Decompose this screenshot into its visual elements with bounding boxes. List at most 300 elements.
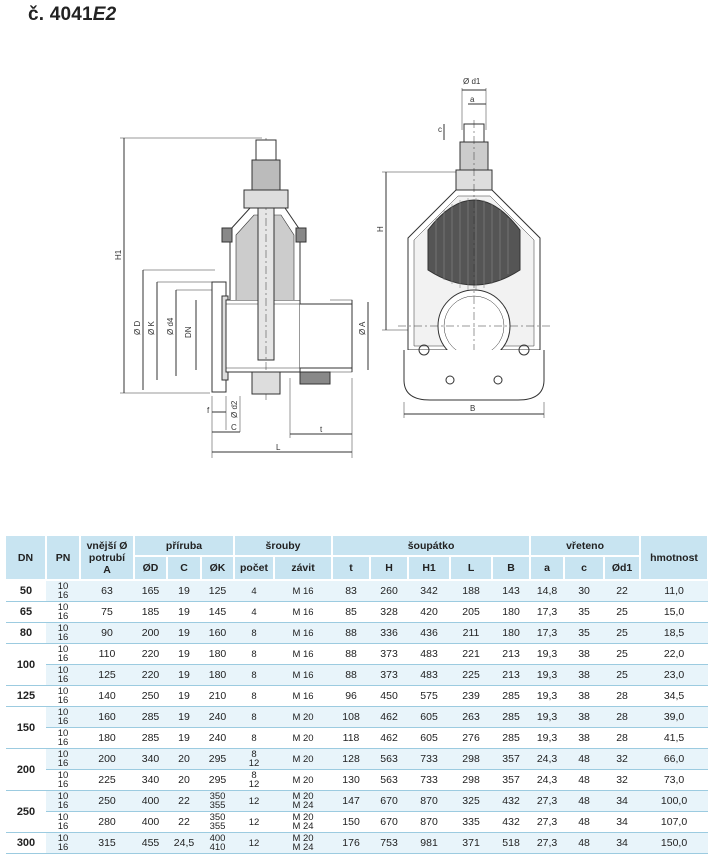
cell-flange-D: 400 <box>134 791 167 812</box>
cell-bolt-count <box>234 580 274 602</box>
cell-dn: 80 <box>6 623 46 644</box>
cell-H1: 733 <box>408 770 450 791</box>
cell-bolt-thread <box>274 833 332 854</box>
cell-weight: 11,0 <box>640 580 708 602</box>
cell-t: 96 <box>332 686 370 707</box>
cell-weight: 107,0 <box>640 812 708 833</box>
cell-pn-value: 10 <box>57 623 69 634</box>
label-OK: Ø K <box>147 321 156 335</box>
cell-weight: 150,0 <box>640 833 708 854</box>
cell-bolt-count-value: 12 <box>248 758 260 769</box>
cell-L: 205 <box>450 602 492 623</box>
cell-t: 128 <box>332 749 370 770</box>
cell-flange-K: 145 <box>201 602 234 623</box>
cell-bolt-count-value: 8 <box>251 711 257 723</box>
cell-stem-d1: 25 <box>604 665 640 686</box>
cell-pn-value: 10 <box>57 791 69 802</box>
header-sub-count: počet <box>234 556 274 580</box>
cell-stem-d1: 25 <box>604 644 640 665</box>
label-H1: H1 <box>114 249 123 260</box>
cell-H: 373 <box>370 644 408 665</box>
cell-weight: 22,0 <box>640 644 708 665</box>
cell-bolt-thread <box>274 644 332 665</box>
cell-H1: 870 <box>408 791 450 812</box>
label-H: H <box>376 226 385 232</box>
label-B: B <box>470 404 476 413</box>
cell-bolt-count-value: 8 <box>251 732 257 744</box>
cell-L: 211 <box>450 623 492 644</box>
cell-bolt-count-value: 4 <box>251 585 257 597</box>
cell-B: 285 <box>492 707 530 728</box>
cell-H: 328 <box>370 602 408 623</box>
cell-t: 88 <box>332 644 370 665</box>
cell-stem-a: 19,3 <box>530 665 564 686</box>
table-row <box>6 580 708 602</box>
cell-outer-diameter: 160 <box>80 707 134 728</box>
cell-H: 753 <box>370 833 408 854</box>
cell-bolt-count <box>234 812 274 833</box>
cell-pn-value: 10 <box>57 812 69 823</box>
cell-H: 670 <box>370 812 408 833</box>
cell-pn-value: 16 <box>57 758 69 769</box>
cell-stem-c: 38 <box>564 707 604 728</box>
cell-stem-d1: 25 <box>604 602 640 623</box>
cell-t: 176 <box>332 833 370 854</box>
cell-pn <box>46 728 80 749</box>
cell-pn-value: 10 <box>57 833 69 844</box>
cell-bolt-thread-value: M 20 <box>292 812 314 823</box>
cell-stem-d1: 28 <box>604 707 640 728</box>
cell-B: 285 <box>492 728 530 749</box>
cell-flange-K: 160 <box>201 623 234 644</box>
cell-stem-a: 19,3 <box>530 686 564 707</box>
cell-flange-K: 125 <box>201 580 234 602</box>
cell-bolt-thread <box>274 686 332 707</box>
cell-stem-a: 19,3 <box>530 707 564 728</box>
cell-H: 373 <box>370 665 408 686</box>
cell-L: 239 <box>450 686 492 707</box>
header-sub-a: a <box>530 556 564 580</box>
cell-bolt-count-value: 8 <box>251 770 257 781</box>
cell-L: 298 <box>450 749 492 770</box>
cell-flange-K-value: 355 <box>209 821 226 832</box>
cell-flange-D: 220 <box>134 644 167 665</box>
cell-flange-K: 210 <box>201 686 234 707</box>
cell-flange-C: 20 <box>167 749 201 770</box>
cell-stem-a: 17,3 <box>530 602 564 623</box>
cell-flange-C: 19 <box>167 665 201 686</box>
cell-H: 563 <box>370 749 408 770</box>
cell-weight: 41,5 <box>640 728 708 749</box>
header-bolts: šrouby <box>234 536 332 556</box>
cell-bolt-count-value: 8 <box>251 669 257 681</box>
cell-outer-diameter: 180 <box>80 728 134 749</box>
cell-flange-K <box>201 833 234 854</box>
cell-L: 221 <box>450 644 492 665</box>
cell-pn <box>46 602 80 623</box>
cell-pn-value: 10 <box>57 665 69 676</box>
cell-stem-a: 19,3 <box>530 728 564 749</box>
cell-B: 180 <box>492 623 530 644</box>
header-dn: DN <box>6 536 46 580</box>
cell-L: 276 <box>450 728 492 749</box>
cell-bolt-count-value: 12 <box>248 795 260 807</box>
header-sub-c: c <box>564 556 604 580</box>
cell-H1: 870 <box>408 812 450 833</box>
cell-weight: 23,0 <box>640 665 708 686</box>
label-L: L <box>276 443 281 452</box>
cell-bolt-count <box>234 707 274 728</box>
cell-L: 225 <box>450 665 492 686</box>
cell-flange-K <box>201 791 234 812</box>
header-sub-B: B <box>492 556 530 580</box>
cell-stem-c: 48 <box>564 812 604 833</box>
cell-weight: 34,5 <box>640 686 708 707</box>
cell-flange-D: 455 <box>134 833 167 854</box>
cell-bolt-count-value: 8 <box>251 690 257 702</box>
cell-bolt-count <box>234 644 274 665</box>
cell-t: 118 <box>332 728 370 749</box>
table-row <box>6 686 708 707</box>
cell-dn: 300 <box>6 833 46 854</box>
cell-stem-a: 19,3 <box>530 644 564 665</box>
cell-flange-D: 340 <box>134 770 167 791</box>
cell-pn-value: 10 <box>57 602 69 613</box>
cell-t: 83 <box>332 580 370 602</box>
cell-bolt-thread <box>274 580 332 602</box>
cell-flange-K-value: 410 <box>209 842 226 853</box>
cell-B: 357 <box>492 749 530 770</box>
cell-stem-a: 24,3 <box>530 749 564 770</box>
label-C: C <box>231 423 237 432</box>
cell-flange-D: 340 <box>134 749 167 770</box>
cell-pn <box>46 707 80 728</box>
cell-bolt-thread-value: M 16 <box>292 627 314 639</box>
cell-pn-value: 16 <box>57 695 69 706</box>
cell-bolt-count-value: 12 <box>248 779 260 790</box>
cell-t: 130 <box>332 770 370 791</box>
cell-bolt-thread-value: M 20 <box>292 732 314 744</box>
cell-outer-diameter: 75 <box>80 602 134 623</box>
cell-bolt-thread <box>274 812 332 833</box>
cell-pn-value: 10 <box>57 644 69 655</box>
cell-flange-D: 285 <box>134 728 167 749</box>
cell-flange-C: 19 <box>167 580 201 602</box>
header-sub-d1: Ød1 <box>604 556 640 580</box>
cell-stem-d1: 34 <box>604 791 640 812</box>
cell-pn <box>46 580 80 602</box>
cell-bolt-count-value: 12 <box>248 816 260 828</box>
cell-bolt-count <box>234 749 274 770</box>
cell-H: 260 <box>370 580 408 602</box>
cell-flange-K: 295 <box>201 749 234 770</box>
cell-stem-c: 38 <box>564 644 604 665</box>
cell-bolt-count <box>234 833 274 854</box>
cell-bolt-count <box>234 686 274 707</box>
cell-bolt-thread-value: M 24 <box>292 842 314 853</box>
cell-B: 213 <box>492 644 530 665</box>
cell-stem-a: 27,3 <box>530 812 564 833</box>
cell-pn <box>46 749 80 770</box>
cell-bolt-thread <box>274 770 332 791</box>
spec-table-body <box>6 580 708 854</box>
cell-flange-C: 19 <box>167 728 201 749</box>
cell-flange-K-value: 355 <box>209 800 226 811</box>
cell-bolt-count <box>234 770 274 791</box>
label-Od2: Ø d2 <box>230 400 239 418</box>
cell-H1: 342 <box>408 580 450 602</box>
cell-H: 462 <box>370 728 408 749</box>
valve-technical-drawing <box>0 60 713 460</box>
cell-pn-value: 16 <box>57 611 69 622</box>
cell-flange-D: 165 <box>134 580 167 602</box>
cell-bolt-thread <box>274 602 332 623</box>
cell-bolt-thread-value: M 16 <box>292 585 314 597</box>
cell-weight: 15,0 <box>640 602 708 623</box>
cell-dn: 50 <box>6 580 46 602</box>
cell-dn: 250 <box>6 791 46 833</box>
front-section-view <box>376 77 552 418</box>
cell-stem-d1: 32 <box>604 749 640 770</box>
cell-flange-D: 220 <box>134 665 167 686</box>
cell-pn-value: 10 <box>57 707 69 718</box>
header-sub-t: t <box>332 556 370 580</box>
cell-bolt-count-value: 8 <box>251 627 257 639</box>
cell-dn: 65 <box>6 602 46 623</box>
table-row <box>6 728 708 749</box>
cell-bolt-thread-value: M 20 <box>292 753 314 765</box>
cell-outer-diameter: 225 <box>80 770 134 791</box>
table-row <box>6 749 708 770</box>
header-outer-line3: A <box>103 563 111 576</box>
cell-B: 285 <box>492 686 530 707</box>
header-sub-H: H <box>370 556 408 580</box>
cell-weight: 39,0 <box>640 707 708 728</box>
cell-pn <box>46 644 80 665</box>
cell-stem-c: 38 <box>564 665 604 686</box>
cell-flange-C: 22 <box>167 812 201 833</box>
page-title: č. 4041E2 <box>28 4 117 25</box>
cell-stem-d1: 22 <box>604 580 640 602</box>
label-DN: DN <box>184 326 193 338</box>
cell-stem-c: 48 <box>564 770 604 791</box>
header-outer-diameter <box>80 536 134 580</box>
cell-t: 150 <box>332 812 370 833</box>
cell-pn-value: 16 <box>57 590 69 601</box>
cell-flange-C: 22 <box>167 791 201 812</box>
cell-t: 108 <box>332 707 370 728</box>
label-f: f <box>207 406 210 415</box>
cell-L: 263 <box>450 707 492 728</box>
cell-flange-K: 180 <box>201 665 234 686</box>
cell-H1: 981 <box>408 833 450 854</box>
cell-H: 670 <box>370 791 408 812</box>
table-row <box>6 833 708 854</box>
cell-stem-c: 48 <box>564 749 604 770</box>
cell-B: 518 <box>492 833 530 854</box>
cell-L: 298 <box>450 770 492 791</box>
cell-L: 335 <box>450 812 492 833</box>
cell-bolt-count-value: 8 <box>251 749 257 760</box>
cell-bolt-thread <box>274 707 332 728</box>
cell-t: 85 <box>332 602 370 623</box>
header-flange: příruba <box>134 536 234 556</box>
cell-outer-diameter: 90 <box>80 623 134 644</box>
cell-flange-D: 200 <box>134 623 167 644</box>
cell-H: 450 <box>370 686 408 707</box>
header-sub-thread: závit <box>274 556 332 580</box>
cell-H1: 420 <box>408 602 450 623</box>
cell-pn-value: 16 <box>57 779 69 790</box>
cell-bolt-count <box>234 602 274 623</box>
cell-flange-K: 295 <box>201 770 234 791</box>
cell-t: 147 <box>332 791 370 812</box>
cell-pn <box>46 812 80 833</box>
cell-bolt-thread <box>274 623 332 644</box>
cell-bolt-thread-value: M 20 <box>292 774 314 786</box>
cell-stem-d1: 34 <box>604 833 640 854</box>
cell-bolt-thread-value: M 16 <box>292 606 314 618</box>
cell-weight: 66,0 <box>640 749 708 770</box>
cell-bolt-count <box>234 665 274 686</box>
cell-B: 143 <box>492 580 530 602</box>
cell-pn <box>46 833 80 854</box>
cell-pn <box>46 665 80 686</box>
cell-pn-value: 16 <box>57 632 69 643</box>
spec-table <box>6 536 709 854</box>
cell-bolt-thread <box>274 665 332 686</box>
cell-pn-value: 16 <box>57 737 69 748</box>
label-Od4: Ø d4 <box>166 317 175 335</box>
cell-flange-K-value: 350 <box>209 791 226 802</box>
cell-bolt-count-value: 4 <box>251 606 257 618</box>
cell-outer-diameter: 110 <box>80 644 134 665</box>
cell-pn <box>46 791 80 812</box>
cell-B: 213 <box>492 665 530 686</box>
cell-outer-diameter: 140 <box>80 686 134 707</box>
cell-outer-diameter: 200 <box>80 749 134 770</box>
cell-bolt-count <box>234 791 274 812</box>
cell-outer-diameter: 125 <box>80 665 134 686</box>
cell-pn-value: 10 <box>57 581 69 592</box>
label-c: c <box>438 125 442 134</box>
cell-bolt-thread <box>274 728 332 749</box>
cell-pn <box>46 686 80 707</box>
cell-stem-d1: 28 <box>604 728 640 749</box>
cell-stem-a: 24,3 <box>530 770 564 791</box>
cell-bolt-thread-value: M 20 <box>292 833 314 844</box>
cell-H1: 605 <box>408 707 450 728</box>
cell-stem-d1: 25 <box>604 623 640 644</box>
cell-flange-K: 240 <box>201 707 234 728</box>
cell-L: 371 <box>450 833 492 854</box>
cell-flange-C: 19 <box>167 602 201 623</box>
side-section-view <box>114 138 368 458</box>
label-a: a <box>470 95 475 104</box>
cell-outer-diameter: 315 <box>80 833 134 854</box>
table-row <box>6 770 708 791</box>
cell-flange-K: 180 <box>201 644 234 665</box>
cell-bolt-count-value: 8 <box>251 648 257 660</box>
label-OD: Ø D <box>133 320 142 335</box>
cell-bolt-thread <box>274 791 332 812</box>
cell-t: 88 <box>332 665 370 686</box>
cell-H: 336 <box>370 623 408 644</box>
cell-bolt-count <box>234 728 274 749</box>
cell-flange-C: 19 <box>167 707 201 728</box>
cell-stem-c: 30 <box>564 580 604 602</box>
cell-H1: 483 <box>408 665 450 686</box>
cell-weight: 100,0 <box>640 791 708 812</box>
header-weight: hmotnost <box>640 536 708 580</box>
cell-H1: 436 <box>408 623 450 644</box>
cell-stem-c: 38 <box>564 728 604 749</box>
header-sub-D: ØD <box>134 556 167 580</box>
cell-dn: 125 <box>6 686 46 707</box>
cell-stem-c: 35 <box>564 602 604 623</box>
label-t: t <box>320 425 323 434</box>
cell-bolt-count <box>234 623 274 644</box>
cell-B: 432 <box>492 812 530 833</box>
header-sub-L: L <box>450 556 492 580</box>
table-row <box>6 623 708 644</box>
table-row <box>6 791 708 812</box>
cell-flange-D: 250 <box>134 686 167 707</box>
cell-pn-value: 16 <box>57 716 69 727</box>
cell-dn: 150 <box>6 707 46 749</box>
cell-pn-value: 16 <box>57 821 69 832</box>
cell-stem-a: 17,3 <box>530 623 564 644</box>
cell-pn-value: 16 <box>57 674 69 685</box>
table-row <box>6 644 708 665</box>
cell-H1: 483 <box>408 644 450 665</box>
cell-L: 188 <box>450 580 492 602</box>
label-OA: Ø A <box>358 321 367 335</box>
cell-flange-D: 185 <box>134 602 167 623</box>
cell-weight: 73,0 <box>640 770 708 791</box>
cell-outer-diameter: 250 <box>80 791 134 812</box>
cell-H1: 575 <box>408 686 450 707</box>
header-stem: vřeteno <box>530 536 640 556</box>
table-row <box>6 707 708 728</box>
label-Od1: Ø d1 <box>463 77 481 86</box>
cell-bolt-thread-value: M 24 <box>292 800 314 811</box>
cell-stem-a: 14,8 <box>530 580 564 602</box>
table-row <box>6 602 708 623</box>
cell-bolt-count-value: 12 <box>248 837 260 849</box>
cell-flange-K <box>201 812 234 833</box>
cell-flange-C: 19 <box>167 644 201 665</box>
cell-pn-value: 10 <box>57 728 69 739</box>
header-outer-line1: vnější Ø <box>86 539 128 552</box>
cell-flange-C: 20 <box>167 770 201 791</box>
cell-flange-C: 19 <box>167 623 201 644</box>
header-outer-line2: potrubí <box>88 551 126 564</box>
cell-stem-d1: 28 <box>604 686 640 707</box>
table-row <box>6 665 708 686</box>
cell-H1: 733 <box>408 749 450 770</box>
cell-stem-d1: 32 <box>604 770 640 791</box>
cell-bolt-thread-value: M 20 <box>292 791 314 802</box>
cell-dn: 100 <box>6 644 46 686</box>
cell-pn-value: 16 <box>57 842 69 853</box>
cell-stem-a: 27,3 <box>530 791 564 812</box>
cell-stem-c: 48 <box>564 791 604 812</box>
cell-bolt-thread-value: M 16 <box>292 690 314 702</box>
cell-stem-c: 48 <box>564 833 604 854</box>
header-valve: šoupátko <box>332 536 530 556</box>
cell-flange-D: 285 <box>134 707 167 728</box>
